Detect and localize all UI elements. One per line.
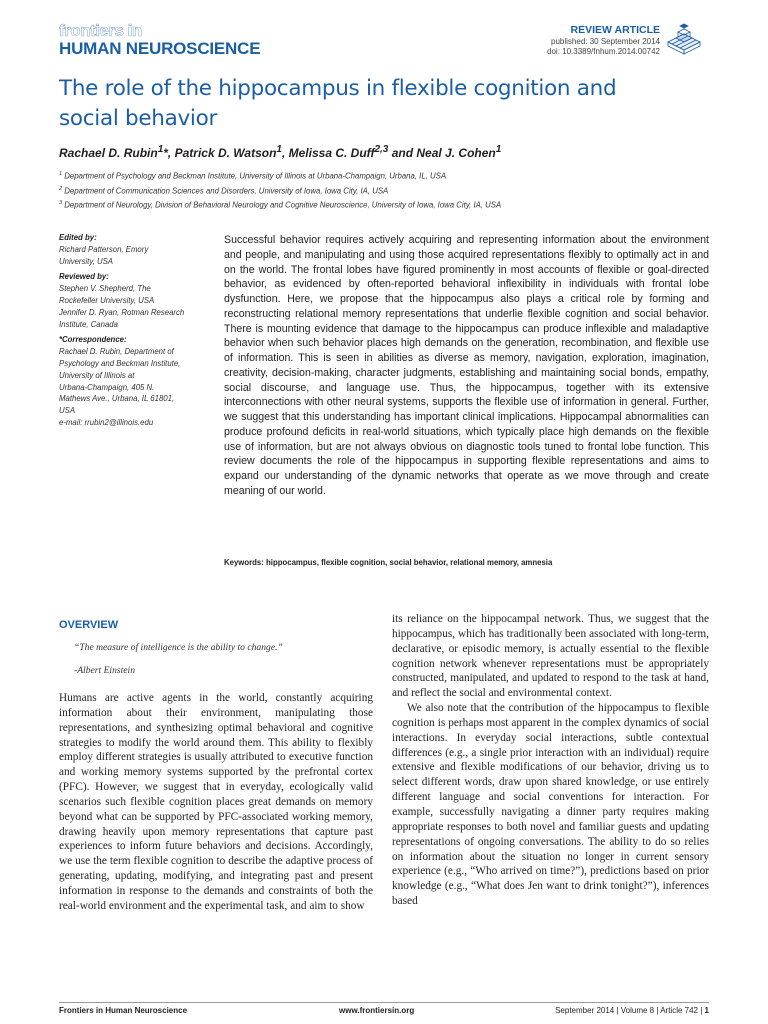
correspondence-line: Urbana-Champaign, 405 N. <box>59 382 155 392</box>
author-name[interactable]: Melissa C. Duff <box>288 146 375 160</box>
author-list <box>59 144 501 160</box>
article-type: REVIEW ARTICLE <box>570 24 660 36</box>
footer-issue-info: September 2014 | Volume 8 | Article 742 | <box>555 1006 703 1015</box>
reviewer-line: Jennifer D. Ryan, Rotman Research <box>59 307 185 317</box>
correspondence-line: Rachael D. Rubin, Department of <box>59 347 174 357</box>
author-separator: , <box>281 146 289 160</box>
body-column-left <box>59 617 373 914</box>
journal-logo <box>59 22 260 58</box>
journal-name-line1: frontiers in <box>59 21 142 40</box>
correspondence-line: USA <box>59 406 76 416</box>
publication-date: published: 30 September 2014 <box>551 37 660 46</box>
affiliation-text: Department of Neurology, Division of Behavioral Neurology and Cognitive Neuroscience, University of Iowa, Iowa City, IA, USA <box>64 200 502 210</box>
affiliation-item <box>59 197 501 212</box>
keywords-label: Keywords: <box>224 558 264 567</box>
footer-citation <box>555 1006 709 1015</box>
body-paragraph: its reliance on the hippocampal network. Thus, we suggest that the hippocampus, which has traditionally been associated with long-term, declarative, or episodic memory, is actually essential to the flexible cognition network whenever representations must be appropriately constructed, manipulated, and updated to respond to the task at hand, and reflect the social and environmental context. <box>392 613 709 700</box>
body-column-right <box>392 612 709 909</box>
epigraph-attribution: -Albert Einstein <box>74 665 136 676</box>
affiliation-item <box>59 183 501 198</box>
correspondence-line: Psychology and Beckman Institute, <box>59 358 181 368</box>
author-name[interactable]: Neal J. Cohen <box>416 146 496 160</box>
doi: doi: 10.3389/fnhum.2014.00742 <box>547 47 660 56</box>
article-header-info <box>547 24 660 57</box>
editor-line: Richard Patterson, Emory <box>59 244 149 254</box>
footer-website-link[interactable]: www.frontiersin.org <box>339 1006 415 1015</box>
epigraph-quote: “The measure of intelligence is the ability to change.” <box>74 642 283 653</box>
author-separator: and <box>388 146 417 160</box>
affiliation-number: 2 <box>59 185 63 192</box>
correspondence-line: Mathews Ave., Urbana, IL 61801, <box>59 394 175 404</box>
journal-name-line2: HUMAN NEUROSCIENCE <box>59 39 261 58</box>
page-number: 1 <box>704 1006 709 1015</box>
author-affiliation-mark: 1 <box>157 144 164 155</box>
correspondence-email-link[interactable]: e-mail: rrubin2@illinois.edu <box>59 417 154 427</box>
author-affiliation-mark: 1 <box>495 144 502 155</box>
author-affiliation-mark: 2,3 <box>374 144 389 155</box>
editorial-sidebar <box>59 232 209 429</box>
article-title: The role of the hippocampus in flexible cognition and social behavior <box>59 76 617 131</box>
reviewer-line: Rockefeller University, USA <box>59 295 155 305</box>
affiliation-text: Department of Communication Sciences and Disorders, University of Iowa, Iowa City, IA, USA <box>64 186 389 196</box>
affiliation-number: 3 <box>59 200 63 207</box>
frontiers-corner-logo-icon <box>664 18 704 58</box>
footer-divider <box>59 1002 709 1003</box>
editor-line: University, USA <box>59 256 114 266</box>
body-paragraph: Humans are active agents in the world, constantly acquiring information about their environment, manipulating those representations, and synthesizing optimal behavioral and cognitive strategies to modify the world around them. This ability to flexibly employ different strategies is usually attributed to executive function and working memory systems supported by the prefrontal cortex (PFC). However, we suggest that in everyday, ecologically valid scenarios such flexible cognition places great demands on memory beyond what can be supported by PFC-associated working memory, drawing heavily upon memory representations that capture past experiences to inform future behaviors and decisions. Accordingly, we use the term flexible cognition to describe the adaptive process of generating, updating, modifying, and integrating past and present information in response to the demands and constraints of both the real-world environment and the experimental task, and aim to show <box>59 692 373 912</box>
correspondence-line: University of Illinois at <box>59 370 135 380</box>
reviewer-line: Stephen V. Shepherd, The <box>59 284 151 294</box>
author-separator: *, <box>163 146 175 160</box>
reviewer-line: Institute, Canada <box>59 319 118 329</box>
reviewed-by-label: Reviewed by: <box>59 272 109 282</box>
affiliation-text: Department of Psychology and Beckman Institute, University of Illinois at Urbana-Champaign, Urbana, IL, USA <box>64 171 447 181</box>
keywords-text: hippocampus, flexible cognition, social behavior, relational memory, amnesia <box>266 558 553 567</box>
author-affiliation-mark: 1 <box>276 144 282 155</box>
footer-journal-name: Frontiers in Human Neuroscience <box>59 1006 188 1015</box>
author-name[interactable]: Rachael D. Rubin <box>59 146 158 160</box>
abstract: Successful behavior requires actively acquiring and representing information about the environment and people, and manipulating and using those acquired representations flexibly to optimally act in and on the world. The frontal lobes have figured prominently in most accounts of flexible or goal-directed behavior, as evidenced by often-reported behavioral inflexibility in individuals with frontal lobe dysfunction. Here, we propose that the hippocampus also plays a critical role by forming and reconstructing relational memory representations that underlie flexible cognition and social behavior. There is mounting evidence that damage to the hippocampus can produce inflexible and maladaptive behavior when such behavior places high demands on the generation, recombination, and flexible use of information. This is seen in abilities as diverse as memory, navigation, exploration, imagination, creativity, decision-making, character judgments, establishing and maintaining social bonds, empathy, social discourse, and language use. Thus, the hippocampus, together with its extensive interconnections with other neural systems, supports the flexible use of information in general. Further, we suggest that this understanding has important clinical implications. Hippocampal abnormalities can produce profound deficits in real-world situations, which typically place high demands on the flexible use of information, but are not always obvious on diagnostic tools tuned to frontal lobe function. This review documents the role of the hippocampus in supporting flexible representations and aims to expand our understanding of the dynamic networks that operate as we move through and create meaning of our world. <box>224 234 709 497</box>
affiliation-number: 1 <box>59 171 63 177</box>
body-paragraph: We also note that the contribution of the hippocampus to flexible cognition is perhaps most apparent in the complex dynamics of social interactions. In everyday social interactions, subtle contextual differences (e.g., a single prior interaction with an individual) require extensive and flexible modifications of our behavior, driving us to select different words, draw upon shared knowledge, or use entirely different language and social conventions for interaction. For example, successfully navigating a dinner party requires making appropriate responses to both novel and familiar guests and updating representations of ongoing conversations. The ability to do so relies on information about the situation no longer in current sensory experience (e.g., “Who arrived on time?”), predictions based on prior knowledge (e.g., “What does Jen want to drink tonight?”), inferences based <box>392 702 709 908</box>
keywords <box>224 558 709 567</box>
correspondence-label: *Correspondence: <box>59 335 127 345</box>
author-name[interactable]: Patrick D. Watson <box>174 146 277 160</box>
affiliations <box>59 168 501 212</box>
affiliation-item <box>59 168 501 183</box>
edited-by-label: Edited by: <box>59 233 97 242</box>
section-heading-overview: OVERVIEW <box>59 619 119 631</box>
